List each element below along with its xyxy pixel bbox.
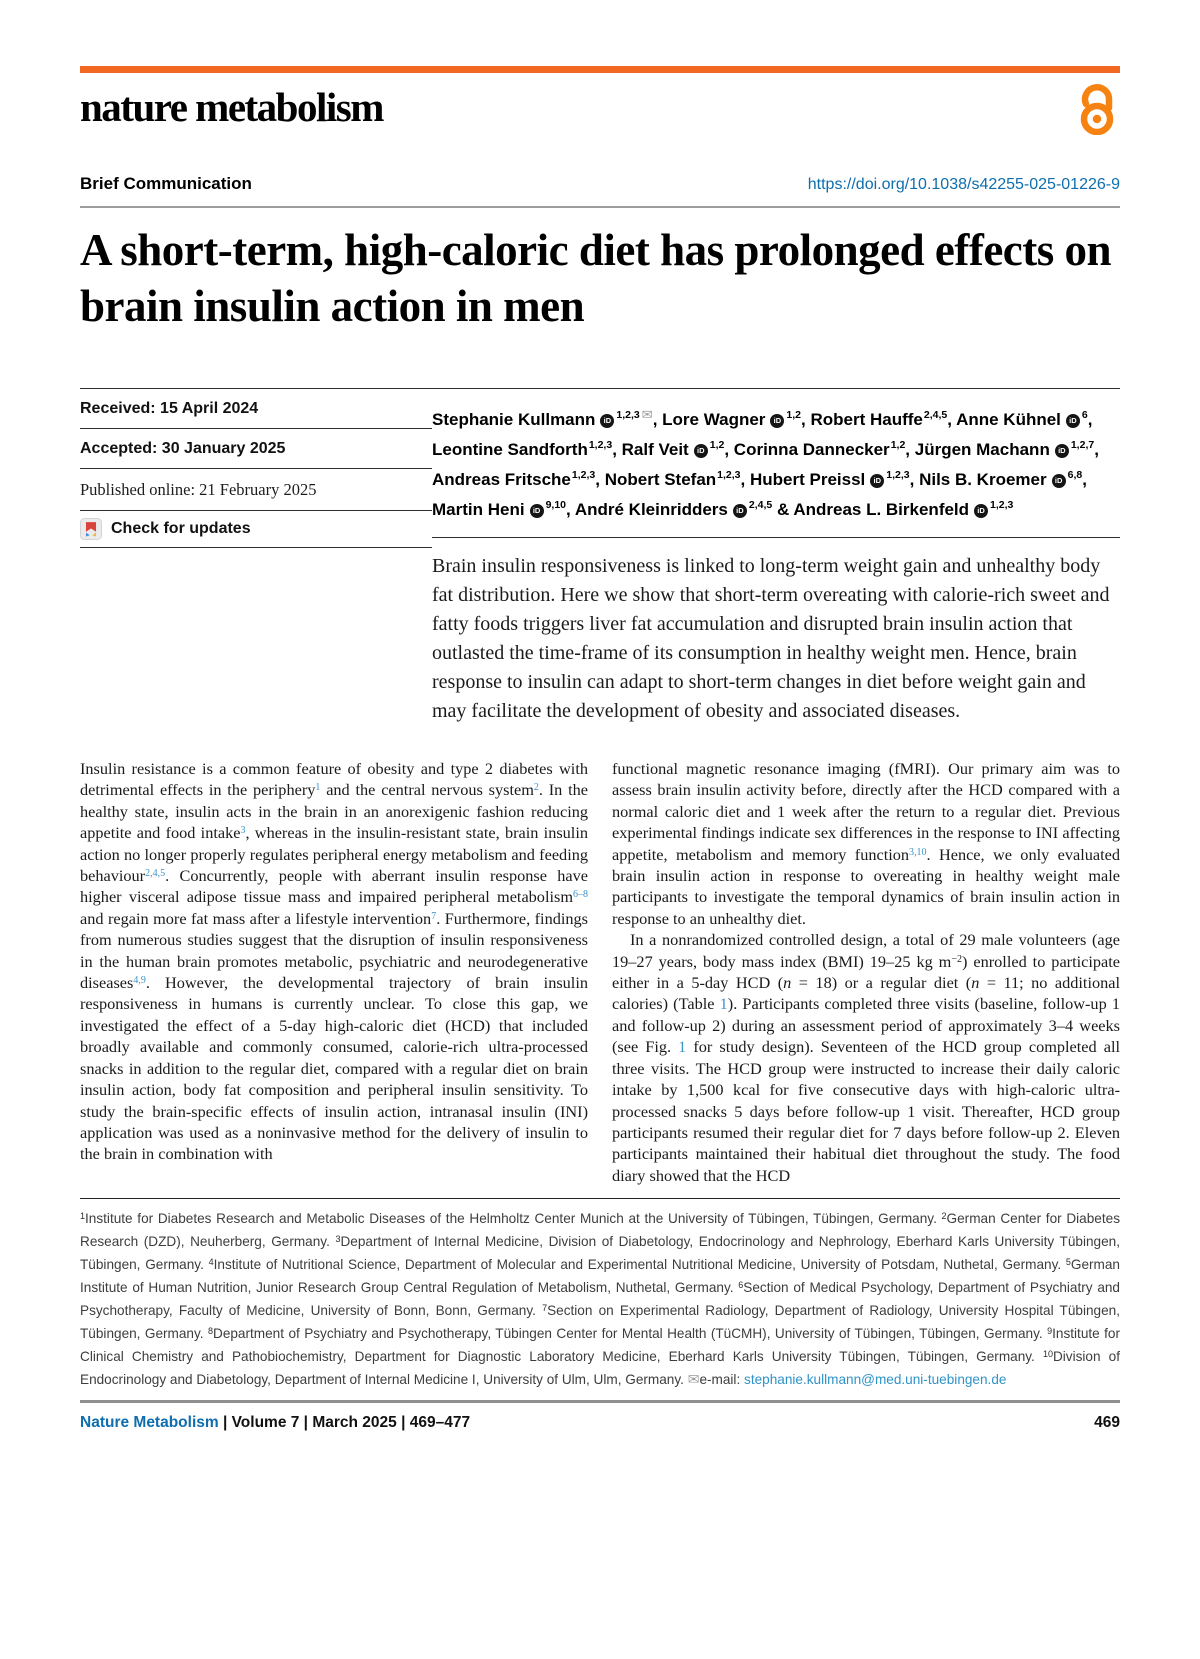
- author-name: Stephanie Kullmann: [432, 410, 596, 429]
- author-name: Corinna Dannecker: [733, 440, 890, 459]
- article-type-label: Brief Communication: [80, 174, 252, 193]
- author-name: Andreas Fritsche: [432, 470, 571, 489]
- author: [432, 440, 612, 459]
- affiliation-superscript: 1,2,3: [616, 409, 640, 421]
- affiliation-superscript: 1,2: [709, 439, 725, 451]
- top-accent-bar: [80, 66, 1120, 73]
- author-name: Leontine Sandforth: [432, 440, 588, 459]
- masthead: [80, 73, 1120, 140]
- author: [662, 410, 801, 429]
- author: [605, 470, 741, 489]
- abstract-text: Brain insulin responsiveness is linked to long-term weight gain and unhealthy body fat distribution. Here we show that short-term overeating with calorie-rich sweet and fatty foods triggers liver fat accumulation and disrupted brain insulin action that outlasted the time-frame of its consumption in healthy weight men. Hence, brain response to insulin can adapt to short-term changes in diet before weight gain and may facilitate the development of obesity and associated diseases.: [432, 537, 1120, 726]
- affiliation-superscript: 1,2,3: [990, 499, 1014, 511]
- affiliation-superscript: 1,2,3: [886, 469, 910, 481]
- author: [575, 500, 772, 519]
- italic-variable: n: [783, 973, 792, 993]
- affiliation-superscript: 1,2: [786, 409, 802, 421]
- meta-section: [80, 388, 1120, 726]
- affiliation-superscript: 6: [1081, 409, 1088, 421]
- author: [810, 410, 947, 429]
- reference-superscript[interactable]: 2,4,5: [145, 868, 166, 880]
- orcid-icon[interactable]: iD: [770, 414, 784, 428]
- kicker-row: [80, 174, 1120, 194]
- affiliation-superscript: 6: [738, 1279, 744, 1290]
- body-column-right: [612, 758, 1120, 1186]
- footer-volume-info: | Volume 7 | March 2025 | 469–477: [218, 1414, 471, 1432]
- author-name: Nils B. Kroemer: [919, 470, 1047, 489]
- crossmark-icon: [80, 518, 102, 540]
- author-list: Stephanie Kullmann iD $^{1,2,3}$ ✉, Lore Wagner iD $^{1,2}$, Robert Hauffe$^{2,4,5}$, Anne Kühnel iD $^6$, Leontine Sandforth$^{1,2,3}$, Ralf Veit iD $^{1,2}$, Corinna Dannecker$^{1,2}$, Jürgen Machann iD $^{1,2,7}$, Andreas Fritsche$^{1,2,3}$, Nobert Stefan$^{1,2,3}$, Hubert Preissl iD $^{1,2,3}$, Nils B. Kroemer iD $^{6,8}$, Martin Heni iD $^{9,10}$, André Kleinridders iD $^{2,4,5}$ & Andreas L. Birkenfeld iD $^{1,2,3}$: [432, 388, 1120, 525]
- reference-superscript[interactable]: 3: [240, 825, 246, 837]
- check-for-updates-label: Check for updates: [111, 520, 251, 537]
- dates-block: [80, 388, 432, 510]
- orcid-icon[interactable]: iD: [974, 504, 988, 518]
- author-name: Robert Hauffe: [810, 410, 923, 429]
- author: [956, 410, 1088, 429]
- affiliation-superscript: 9,10: [545, 499, 566, 511]
- envelope-icon: ✉: [687, 1371, 700, 1388]
- affiliation-superscript: 1,2,3: [717, 469, 741, 481]
- orcid-icon[interactable]: iD: [733, 504, 747, 518]
- author-name: Jürgen Machann: [914, 440, 1050, 459]
- header-divider: [80, 206, 1120, 208]
- author-name: Anne Kühnel: [956, 410, 1061, 429]
- orcid-icon[interactable]: iD: [870, 474, 884, 488]
- unit-superscript: −2: [951, 953, 962, 965]
- date-row: Received: 15 April 2024: [80, 388, 432, 428]
- author: [793, 500, 1013, 519]
- page-number: 469: [1094, 1414, 1120, 1432]
- affiliation-superscript: 10: [1042, 1348, 1053, 1359]
- page-footer: [80, 1400, 1120, 1432]
- reference-superscript[interactable]: 3,10: [909, 846, 927, 858]
- orcid-icon[interactable]: iD: [694, 444, 708, 458]
- orcid-icon[interactable]: iD: [600, 414, 614, 428]
- page-title: A short-term, high-caloric diet has prolonged effects on brain insulin action in men: [80, 225, 1112, 331]
- author: [432, 470, 595, 489]
- paragraph: Insulin resistance is a common feature of obesity and type 2 diabetes with detrimental effects in the periphery$^1$ and the central nervous system$^2$. In the healthy state, insulin acts in the brain in an anorexigenic fashion reducing appetite and food intake$^3$, whereas in the insulin-resistant state, brain insulin action no longer properly regulates peripheral energy metabolism and feeding behaviour$^{2,4,5}$. Concurrently, people with aberrant insulin response have higher visceral adipose tissue mass and impaired peripheral metabolism$^{6-8}$ and regain more fat mass after a lifestyle intervention$^7$. Furthermore, findings from numerous studies suggest that the disruption of insulin responsiveness in the human brain promotes metabolic, psychiatric and neurodegenerative diseases$^{4,9}$. However, the developmental trajectory of brain insulin responsiveness in humans is currently unclear. To close this gap, we investigated the effect of a 5-day high-caloric diet (HCD) that included broadly available and commonly consumed, calorie-rich ultra-processed snacks in addition to the regular diet, compared with a regular diet on brain insulin action, body fat composition and peripheral insulin sensitivity. To study the brain-specific effects of insulin action, intranasal insulin (INI) application was used as a noninvasive method for the delivery of insulin to the brain in combination with: [80, 759, 589, 1164]
- italic-variable: n: [971, 973, 980, 993]
- orcid-icon[interactable]: iD: [530, 504, 544, 518]
- date-row: Published online: 21 February 2025: [80, 468, 432, 510]
- affiliations-footnotes: $^1$Institute for Diabetes Research and Metabolic Diseases of the Helmholtz Center Munich at the University of Tübingen, Tübingen, Germany. $^2$German Center for Diabetes Research (DZD), Neuherberg, Germany. $^3$Department of Internal Medicine, Division of Diabetology, Endocrinology and Nephrology, Eberhard Karls University Tübingen, Tübingen, Germany. $^4$Institute of Nutritional Science, Department of Molecular and Experimental Nutritional Medicine, University of Potsdam, Nuthetal, Germany. $^5$German Institute of Human Nutrition, Junior Research Group Central Regulation of Metabolism, Nuthetal, Germany. $^6$Section of Medical Psychology, Department of Psychiatry and Psychotherapy, Faculty of Medicine, University of Bonn, Bonn, Germany. $^7$Section on Experimental Radiology, Department of Radiology, University Hospital Tübingen, Tübingen, Germany. $^8$Department of Psychiatry and Psychotherapy, Tübingen Center for Mental Health (TüCMH), University of Tübingen, Tübingen, Germany. $^9$Institute for Clinical Chemistry and Pathobiochemistry, Department for Diagnostic Laboratory Medicine, Eberhard Karls University Tübingen, Tübingen, Germany. $^{10}$Division of Endocrinology and Diabetology, Department of Internal Medicine I, University of Ulm, Ulm, Germany. ✉e-mail: stephanie.kullmann@med.uni-tuebingen.de: [80, 1198, 1120, 1392]
- open-access-icon: [1074, 77, 1120, 140]
- reference-superscript[interactable]: 1: [315, 782, 321, 794]
- reference-superscript[interactable]: 2: [533, 782, 539, 794]
- affiliation-superscript: 5: [1065, 1256, 1071, 1267]
- orcid-icon[interactable]: iD: [1066, 414, 1080, 428]
- body-column-left: [80, 758, 588, 1186]
- inline-reference-link[interactable]: 1: [678, 1037, 687, 1057]
- orcid-icon[interactable]: iD: [1052, 474, 1066, 488]
- affiliation-superscript: 1,2,3: [571, 469, 596, 481]
- corresponding-author-envelope-icon[interactable]: ✉: [641, 407, 653, 422]
- author-name: Hubert Preissl: [749, 470, 866, 489]
- author-name: Nobert Stefan: [604, 470, 717, 489]
- affiliation-superscript: 1,2,7: [1070, 439, 1095, 451]
- dates-column: [80, 388, 432, 548]
- inline-reference-link[interactable]: 1: [719, 994, 728, 1014]
- affiliation-superscript: 7: [542, 1302, 548, 1313]
- author: [919, 470, 1082, 489]
- check-for-updates-button[interactable]: [80, 510, 432, 548]
- affiliation-superscript: 1,2: [890, 439, 906, 451]
- author-name: Lore Wagner: [662, 410, 766, 429]
- paragraph: In a nonrandomized controlled design, a total of 29 male volunteers (age 19–27 years, body mass index (BMI) 19–25 kg $m^{-2}$) enrolled to participate either in a 5-day HCD (n = 18) or a regular diet (n = 11; no additional calories) (Table 1). Participants completed three visits (baseline, follow-up 1 and follow-up 2) during an assessment period of approximately 3–4 weeks (see Fig. 1 for study design). Seventeen of the HCD group completed all three visits. The HCD group were instructed to increase their daily caloric intake by 1,500 kcal for five consecutive days with high-caloric ultra-processed snacks 5 days before follow-up 1 visit. Thereafter, HCD group participants resumed their regular diet for 7 days before follow-up 2. Eleven participants maintained their habitual diet throughout the study. The food diary showed that the HCD: [612, 930, 1121, 1185]
- author: [915, 440, 1094, 459]
- journal-link[interactable]: Nature Metabolism: [80, 1414, 219, 1432]
- authors-abstract-column: [432, 388, 1120, 726]
- author-name: Martin Heni: [432, 500, 525, 519]
- journal-logo: nature metabolism: [80, 84, 383, 130]
- footer-citation: [80, 1414, 470, 1432]
- paragraph: functional magnetic resonance imaging (fMRI). Our primary aim was to assess brain insulin activity before, directly after the HCD compared with a normal caloric diet and 1 week after the return to a regular diet. Previous experimental findings indicate sex differences in the response to INI affecting appetite, metabolism and memory function$^{3,10}$. Hence, we only evaluated brain insulin action in response to overeating in healthy weight male participants to investigate the temporal dynamics of brain insulin action in response to an unhealthy diet.: [612, 759, 1120, 928]
- doi-link[interactable]: https://doi.org/10.1038/s42255-025-01226-9: [807, 176, 1120, 193]
- author-name: André Kleinridders: [574, 500, 728, 519]
- author: [622, 440, 725, 459]
- affiliation-superscript: 2,4,5: [748, 499, 773, 511]
- affiliation-superscript: 3: [335, 1234, 341, 1245]
- reference-superscript[interactable]: 4,9: [133, 975, 146, 987]
- author: [750, 470, 910, 489]
- affiliation-superscript: 8: [207, 1325, 213, 1336]
- reference-superscript[interactable]: 6–8: [573, 889, 588, 901]
- affiliation-superscript: 2: [941, 1211, 947, 1222]
- affiliation-superscript: 9: [1047, 1325, 1053, 1336]
- author: [734, 440, 906, 459]
- affiliation-superscript: 2,4,5: [923, 409, 948, 421]
- orcid-icon[interactable]: iD: [1055, 444, 1069, 458]
- affiliation-superscript: 1,2,3: [588, 439, 613, 451]
- body-columns: [80, 758, 1120, 1186]
- author: [432, 500, 566, 519]
- date-row: Accepted: 30 January 2025: [80, 428, 432, 468]
- email-link[interactable]: stephanie.kullmann@med.uni-tuebingen.de: [744, 1372, 1007, 1388]
- author: [432, 407, 653, 429]
- author-name: Ralf Veit: [621, 440, 689, 459]
- affiliation-superscript: 4: [208, 1256, 214, 1267]
- affiliation-superscript: 1: [80, 1211, 86, 1222]
- affiliation-superscript: 6,8: [1067, 469, 1083, 481]
- reference-superscript[interactable]: 7: [431, 910, 437, 922]
- article-page: [0, 66, 1200, 1432]
- author-name: Andreas L. Birkenfeld: [793, 500, 970, 519]
